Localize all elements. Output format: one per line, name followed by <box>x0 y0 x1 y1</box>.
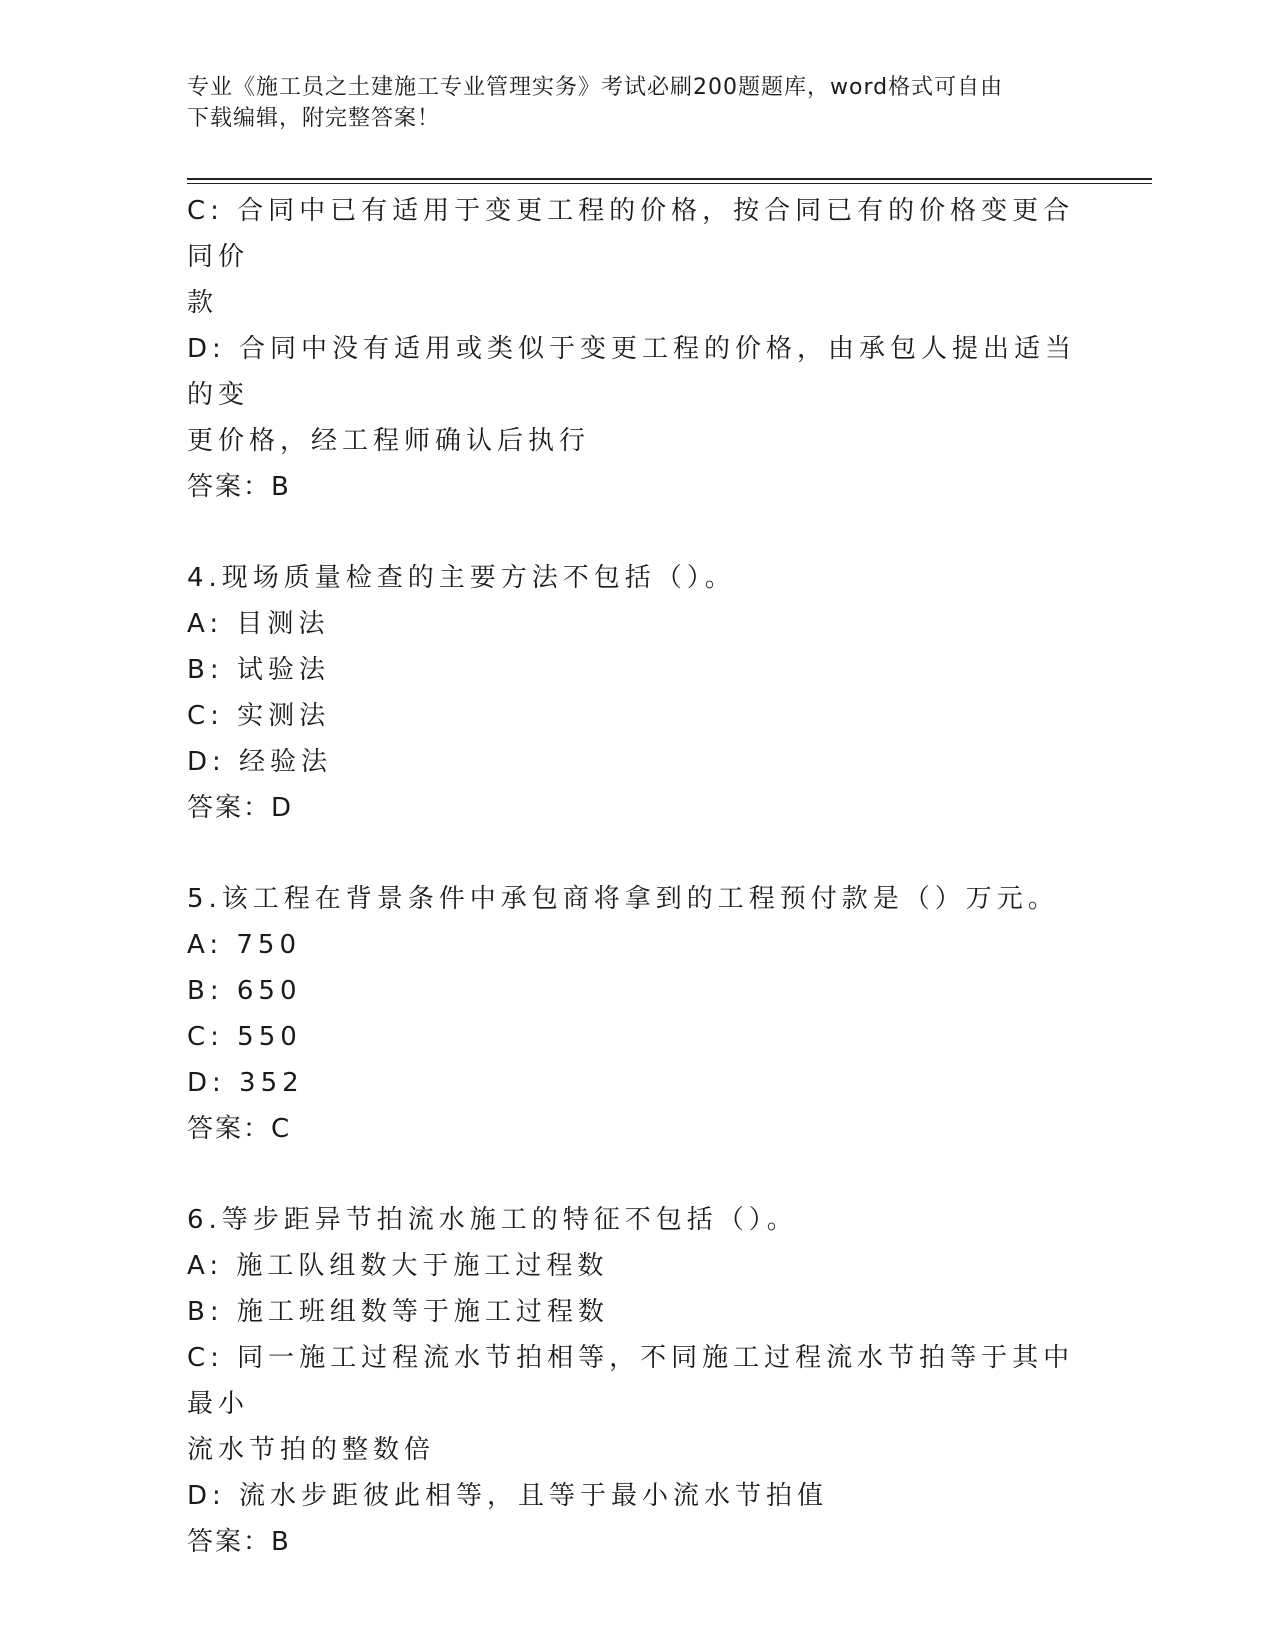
option-d: D: 经验法 <box>187 747 333 777</box>
answer-line: 答案：D <box>187 793 294 823</box>
option-c-continued: 流水节拍的整数倍 <box>187 1435 436 1465</box>
answer-line: 答案：B <box>187 472 291 502</box>
spacer <box>187 510 1077 555</box>
spacer <box>187 831 1077 876</box>
question-block-4 <box>187 555 1077 831</box>
option-b: B: 650 <box>187 976 302 1006</box>
spacer <box>187 1152 1077 1197</box>
option-a: A: 750 <box>187 930 301 960</box>
option-c: C: 550 <box>187 1022 302 1052</box>
header-divider-thick <box>187 178 1152 180</box>
question-block-6 <box>187 1197 1077 1565</box>
option-d: D: 合同中没有适用或类似于变更工程的价格，由承包人提出适当的变 <box>187 334 1077 410</box>
option-b: B: 施工班组数等于施工过程数 <box>187 1297 609 1327</box>
option-c: C: 合同中已有适用于变更工程的价格，按合同已有的价格变更合同价 <box>187 196 1075 272</box>
option-c-continued: 款 <box>187 288 219 318</box>
header-title-line-1: 专业《施工员之土建施工专业管理实务》考试必刷200题题库，word格式可自由 <box>187 75 1004 100</box>
option-d: D: 流水步距彼此相等，且等于最小流水节拍值 <box>187 1481 829 1511</box>
question-block-3-continued <box>187 188 1077 510</box>
option-d-continued: 更价格，经工程师确认后执行 <box>187 426 591 456</box>
question-text: 5.该工程在背景条件中承包商将拿到的工程预付款是（）万元。 <box>187 884 1059 914</box>
question-list <box>187 188 1077 1565</box>
question-block-5 <box>187 876 1077 1152</box>
header-divider-thin <box>187 183 1152 184</box>
option-c: C: 实测法 <box>187 701 331 731</box>
option-b: B: 试验法 <box>187 655 330 685</box>
document-header <box>187 72 1067 134</box>
option-a: A: 施工队组数大于施工过程数 <box>187 1251 609 1281</box>
answer-line: 答案：C <box>187 1114 292 1144</box>
answer-line: 答案：B <box>187 1527 291 1557</box>
question-text: 4.现场质量检查的主要方法不包括（）。 <box>187 563 736 593</box>
header-title-line-2: 下载编辑，附完整答案！ <box>187 106 441 131</box>
option-a: A: 目测法 <box>187 609 330 639</box>
question-text: 6.等步距异节拍流水施工的特征不包括（）。 <box>187 1205 798 1235</box>
option-c: C: 同一施工过程流水节拍相等，不同施工过程流水节拍等于其中最小 <box>187 1343 1075 1419</box>
option-d: D: 352 <box>187 1068 304 1098</box>
